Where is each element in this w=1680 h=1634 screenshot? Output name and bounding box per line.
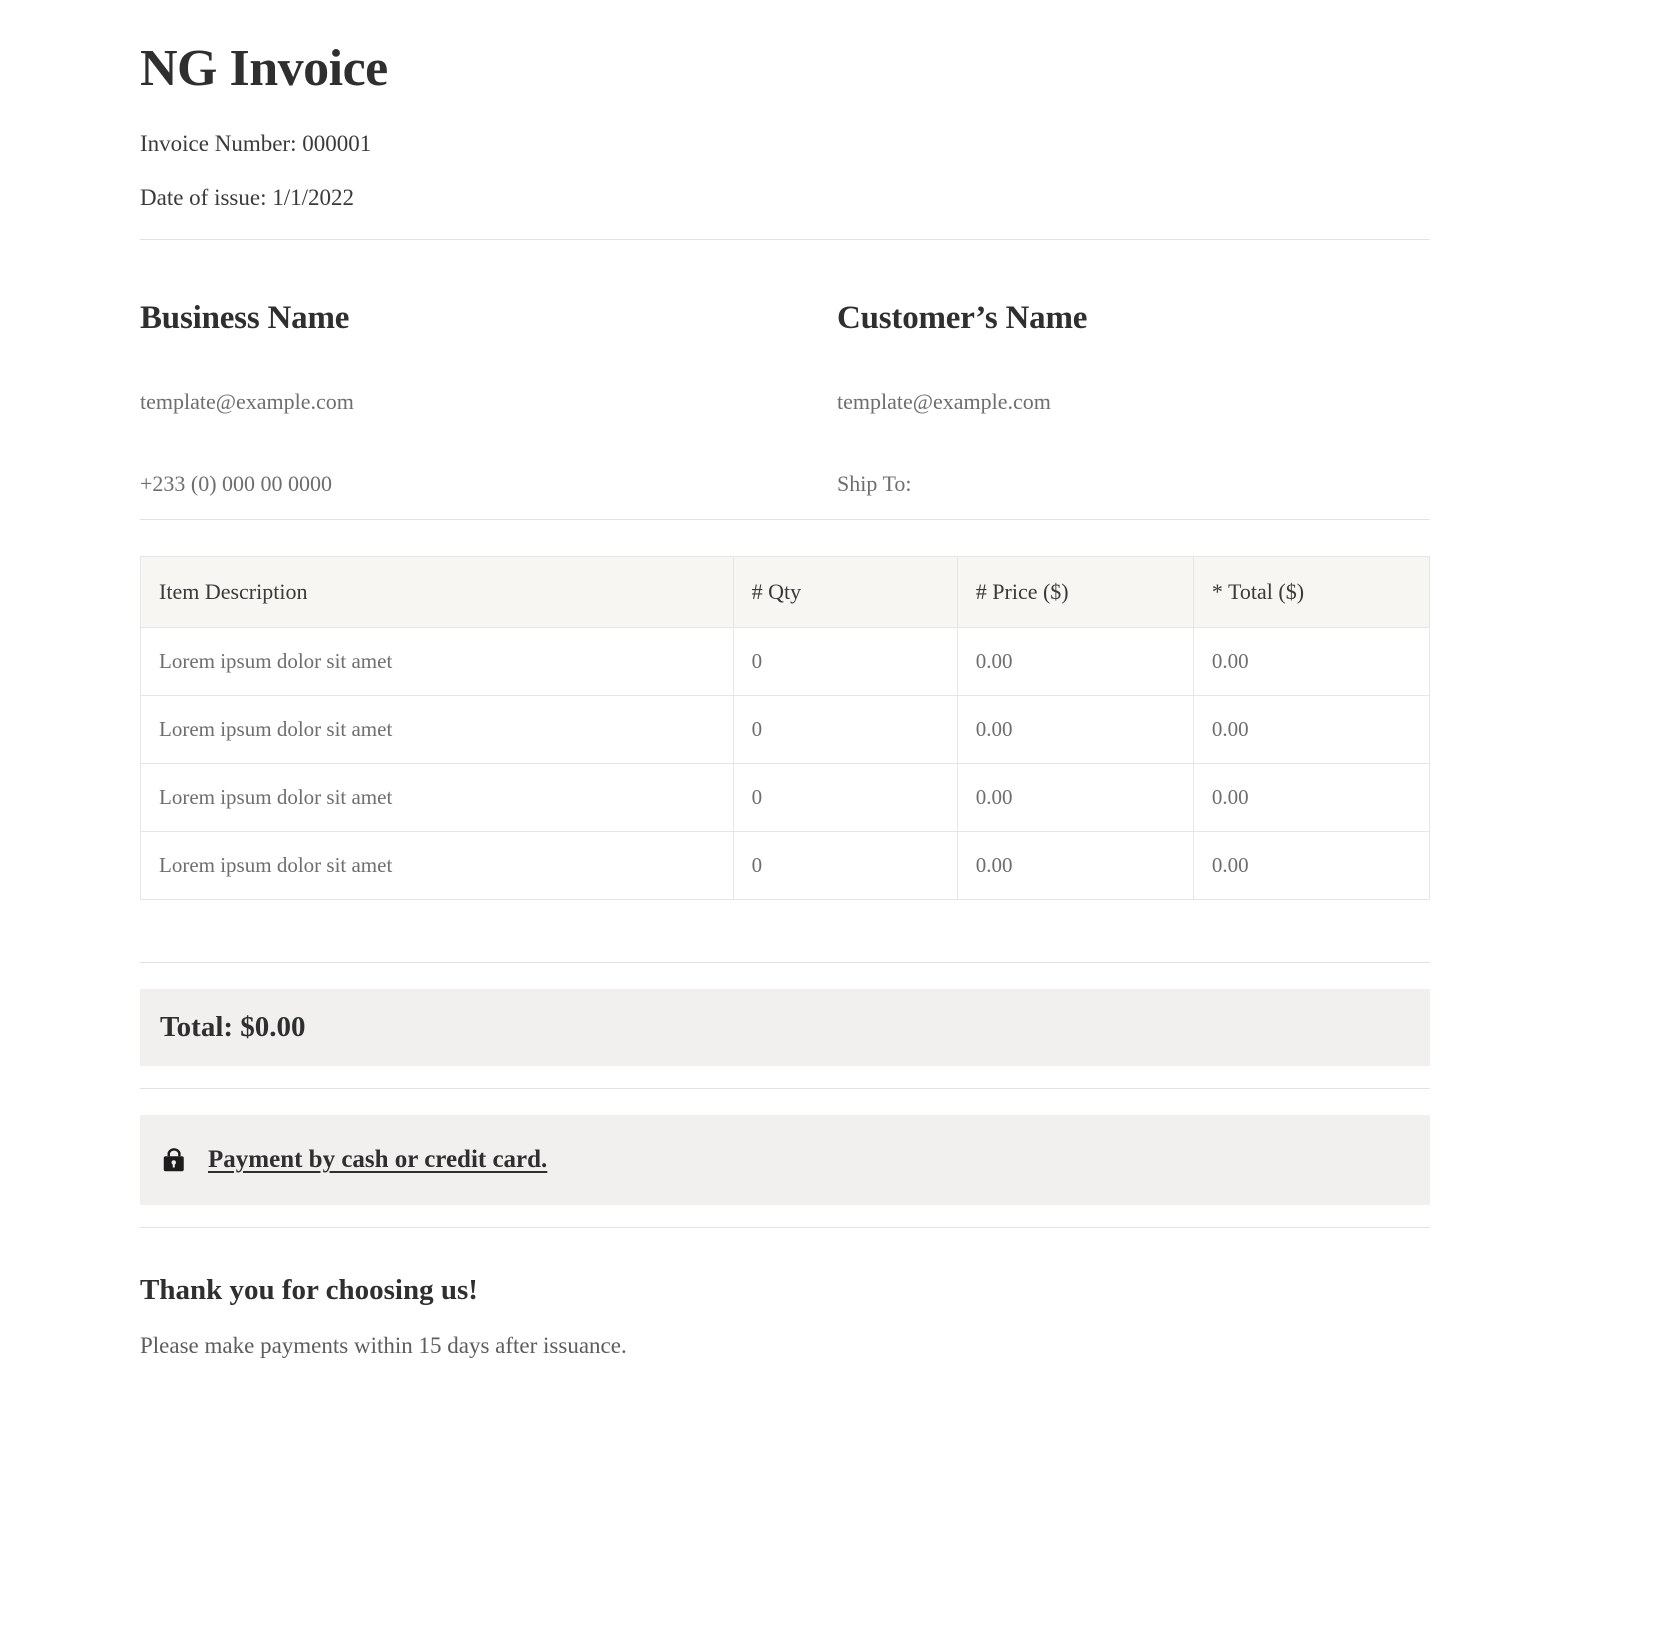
table-row: [141, 764, 1430, 832]
cell-description: Lorem ipsum dolor sit amet: [141, 832, 734, 900]
page-title: NG Invoice: [140, 40, 388, 97]
items-table: [140, 556, 1430, 900]
date-of-issue: Date of issue: 1/1/2022: [140, 185, 354, 211]
cell-qty: 0: [733, 696, 957, 764]
business-email: template@example.com: [140, 389, 354, 415]
business-name: Business Name: [140, 300, 350, 337]
cell-qty: 0: [733, 628, 957, 696]
lock-icon: [160, 1145, 190, 1175]
divider-parties-wrap: [140, 519, 1430, 520]
cell-description: Lorem ipsum dolor sit amet: [141, 628, 734, 696]
cell-price: 0.00: [957, 696, 1193, 764]
cell-total: 0.00: [1193, 832, 1429, 900]
payment-terms-note: Please make payments within 15 days after issuance.: [140, 1333, 627, 1359]
customer-email: template@example.com: [837, 389, 1051, 415]
column-header-description: Item Description: [141, 557, 734, 628]
spacer-after-table: [140, 900, 1430, 940]
table-row: [141, 696, 1430, 764]
parties-section: [140, 300, 1430, 497]
divider-parties: [140, 519, 1430, 520]
payment-method-bar: [140, 1115, 1430, 1205]
column-header-qty: # Qty: [733, 557, 957, 628]
business-phone: +233 (0) 000 00 0000: [140, 471, 333, 497]
customer-block: [785, 300, 1430, 497]
customer-name: Customer’s Name: [837, 300, 1088, 337]
spacer-before-total: [140, 963, 1430, 989]
table-row: [141, 832, 1430, 900]
payment-method-link[interactable]: Payment by cash or credit card.: [208, 1146, 548, 1174]
items-table-body: [141, 628, 1430, 900]
cell-total: 0.00: [1193, 764, 1429, 832]
cell-price: 0.00: [957, 764, 1193, 832]
cell-description: Lorem ipsum dolor sit amet: [141, 696, 734, 764]
cell-description: Lorem ipsum dolor sit amet: [141, 764, 734, 832]
column-header-price: # Price ($): [957, 557, 1193, 628]
divider-after-payment: [140, 1227, 1430, 1228]
invoice-number: Invoice Number: 000001: [140, 131, 372, 157]
table-row: [141, 628, 1430, 696]
customer-ship-to: Ship To:: [837, 471, 912, 497]
cell-price: 0.00: [957, 832, 1193, 900]
cell-qty: 0: [733, 832, 957, 900]
divider-header: [140, 239, 1430, 240]
items-table-head: [141, 557, 1430, 628]
cell-total: 0.00: [1193, 696, 1429, 764]
spacer-before-payment: [140, 1089, 1430, 1115]
business-block: [140, 300, 785, 497]
table-header-row: [141, 557, 1430, 628]
column-header-total: * Total ($): [1193, 557, 1429, 628]
cell-qty: 0: [733, 764, 957, 832]
cell-total: 0.00: [1193, 628, 1429, 696]
total-bar: Total: $0.00: [140, 989, 1430, 1066]
cell-price: 0.00: [957, 628, 1193, 696]
thank-you-heading: Thank you for choosing us!: [140, 1274, 478, 1307]
